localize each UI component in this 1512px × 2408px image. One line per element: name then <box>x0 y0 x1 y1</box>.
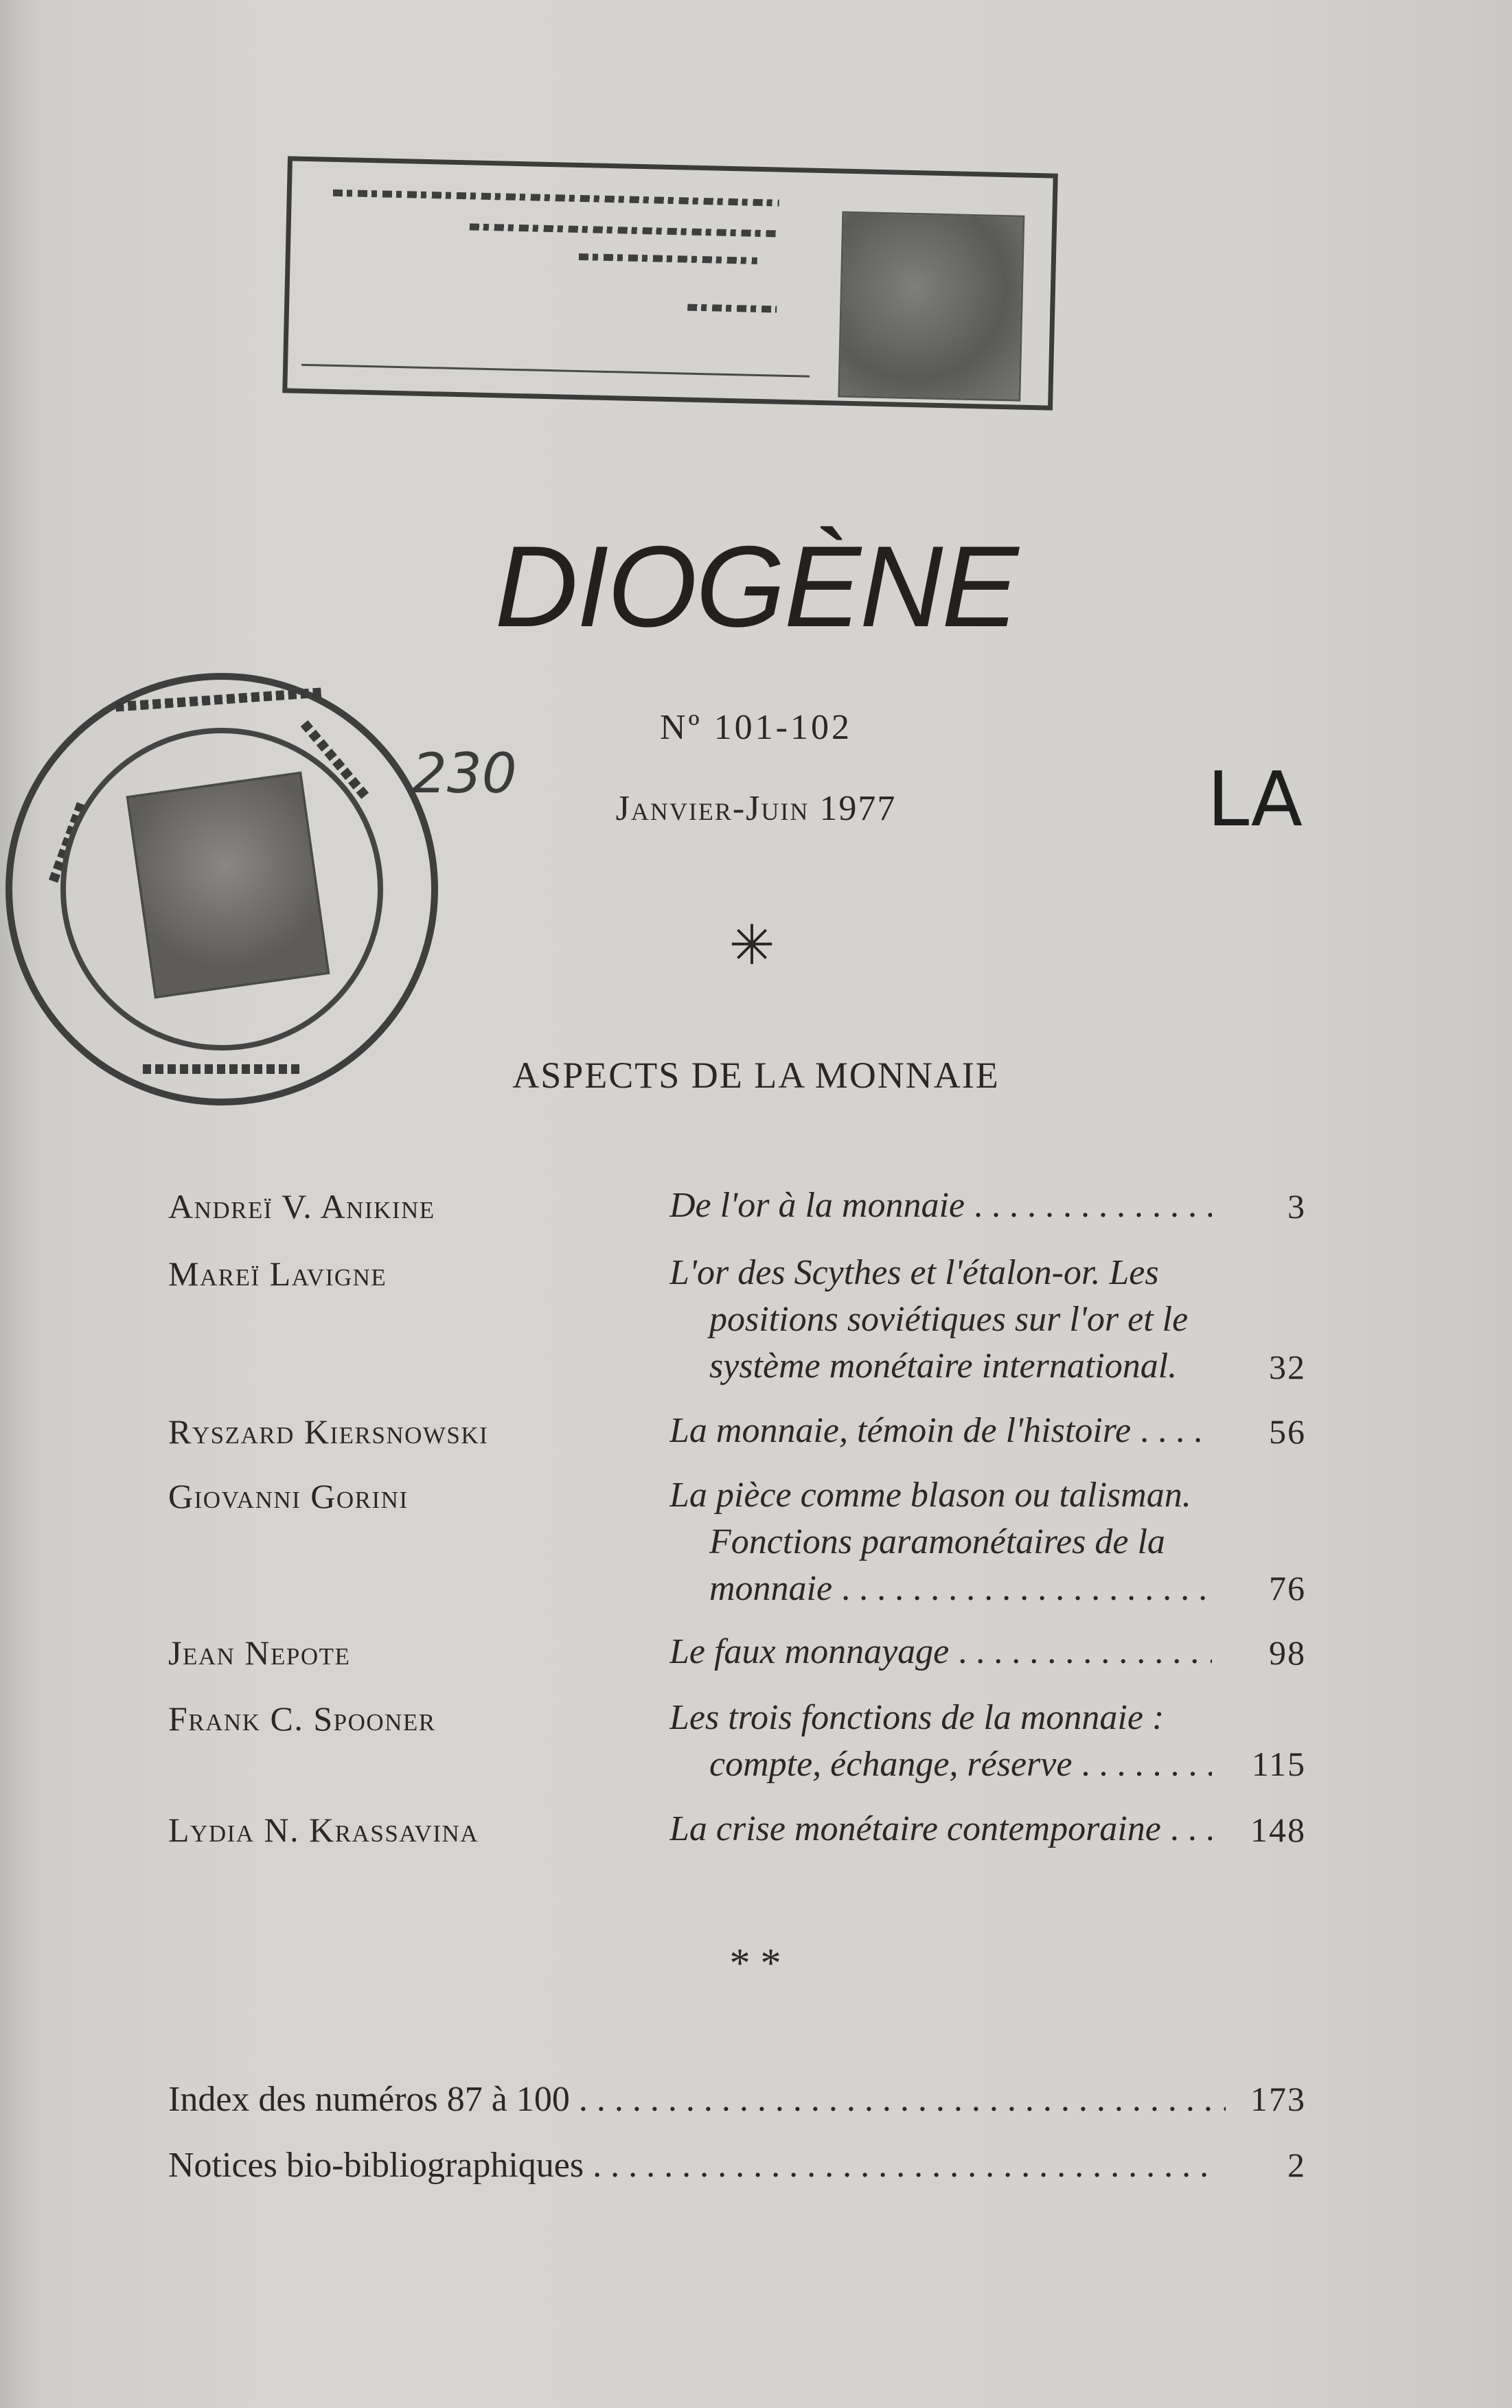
toc-page: 148 <box>1250 1811 1306 1849</box>
back-matter-label: Notices bio-bibliographiques . . . <box>168 2145 1212 2186</box>
stamp-entry-line <box>301 364 810 378</box>
toc-author: Ryszard Kiersnowski <box>168 1412 489 1451</box>
toc-author: Lydia N. Krassavina <box>168 1811 479 1849</box>
toc-title-line: La monnaie, témoin de l'histoire . . . <box>669 1408 1212 1454</box>
toc-title-line: De l'or à la monnaie . . . <box>669 1182 1212 1229</box>
stamp-arabic-script <box>579 253 757 264</box>
toc-title-line: Les trois fonctions de la monnaie : <box>669 1698 1165 1737</box>
toc-title <box>669 1695 1212 1788</box>
toc-title-line: compte, échange, réserve . . . <box>669 1741 1212 1788</box>
back-matter-page: 173 <box>1250 2080 1306 2118</box>
toc-page: 76 <box>1269 1569 1306 1607</box>
toc-page: 3 <box>1287 1187 1306 1226</box>
toc-page: 98 <box>1269 1633 1306 1672</box>
toc-title <box>669 1182 1212 1229</box>
toc-title <box>669 1472 1212 1612</box>
stamp-arabic-script <box>470 223 779 237</box>
toc-title <box>669 1629 1212 1675</box>
handwritten-number: 230 <box>412 742 517 805</box>
stamp-emblem-image <box>838 211 1024 402</box>
toc-title <box>669 1250 1212 1390</box>
toc-title-line: L'or des Scythes et l'étalon-or. Les <box>669 1253 1159 1292</box>
toc-title-line: Fonctions paramonétaires de la <box>709 1522 1165 1561</box>
toc-title-line: système monétaire international. <box>709 1346 1178 1386</box>
toc-title-line: monnaie . . . <box>669 1566 1212 1612</box>
toc-page: 115 <box>1251 1745 1306 1783</box>
library-stamp-rectangular <box>282 156 1058 410</box>
toc-page: 56 <box>1269 1412 1306 1451</box>
handwritten-initials: LA <box>1207 755 1303 843</box>
toc-author: Mareï Lavigne <box>168 1254 387 1293</box>
toc-title-line: Le faux monnayage . . . <box>669 1629 1212 1675</box>
toc-title-line: La crise monétaire contemporaine . . . <box>669 1806 1212 1853</box>
ornament-star: ✳ <box>729 916 775 976</box>
journal-title: DIOGÈNE <box>494 522 1018 651</box>
toc-title-line: La pièce comme blason ou talisman. <box>669 1476 1191 1515</box>
stamp-arabic-script <box>687 304 777 313</box>
issue-number: Nº 101-102 <box>660 708 852 747</box>
back-matter-label: Index des numéros 87 à 100 . . . <box>168 2079 1226 2120</box>
toc-author: Andreï V. Anikine <box>168 1187 435 1226</box>
toc-title <box>669 1806 1212 1853</box>
issue-theme: ASPECTS DE LA MONNAIE <box>512 1055 1000 1096</box>
issue-date: Janvier-Juin 1977 <box>615 789 897 828</box>
toc-title <box>669 1408 1212 1454</box>
stamp-arabic-script <box>333 190 779 207</box>
back-matter-page: 2 <box>1287 2146 1306 2184</box>
section-separator: * * <box>729 1940 781 1986</box>
toc-author: Frank C. Spooner <box>168 1699 436 1738</box>
toc-author: Jean Nepote <box>168 1633 351 1672</box>
toc-page: 32 <box>1269 1348 1306 1386</box>
toc-author: Giovanni Gorini <box>168 1477 409 1515</box>
toc-title-line: positions soviétiques sur l'or et le <box>709 1300 1189 1339</box>
